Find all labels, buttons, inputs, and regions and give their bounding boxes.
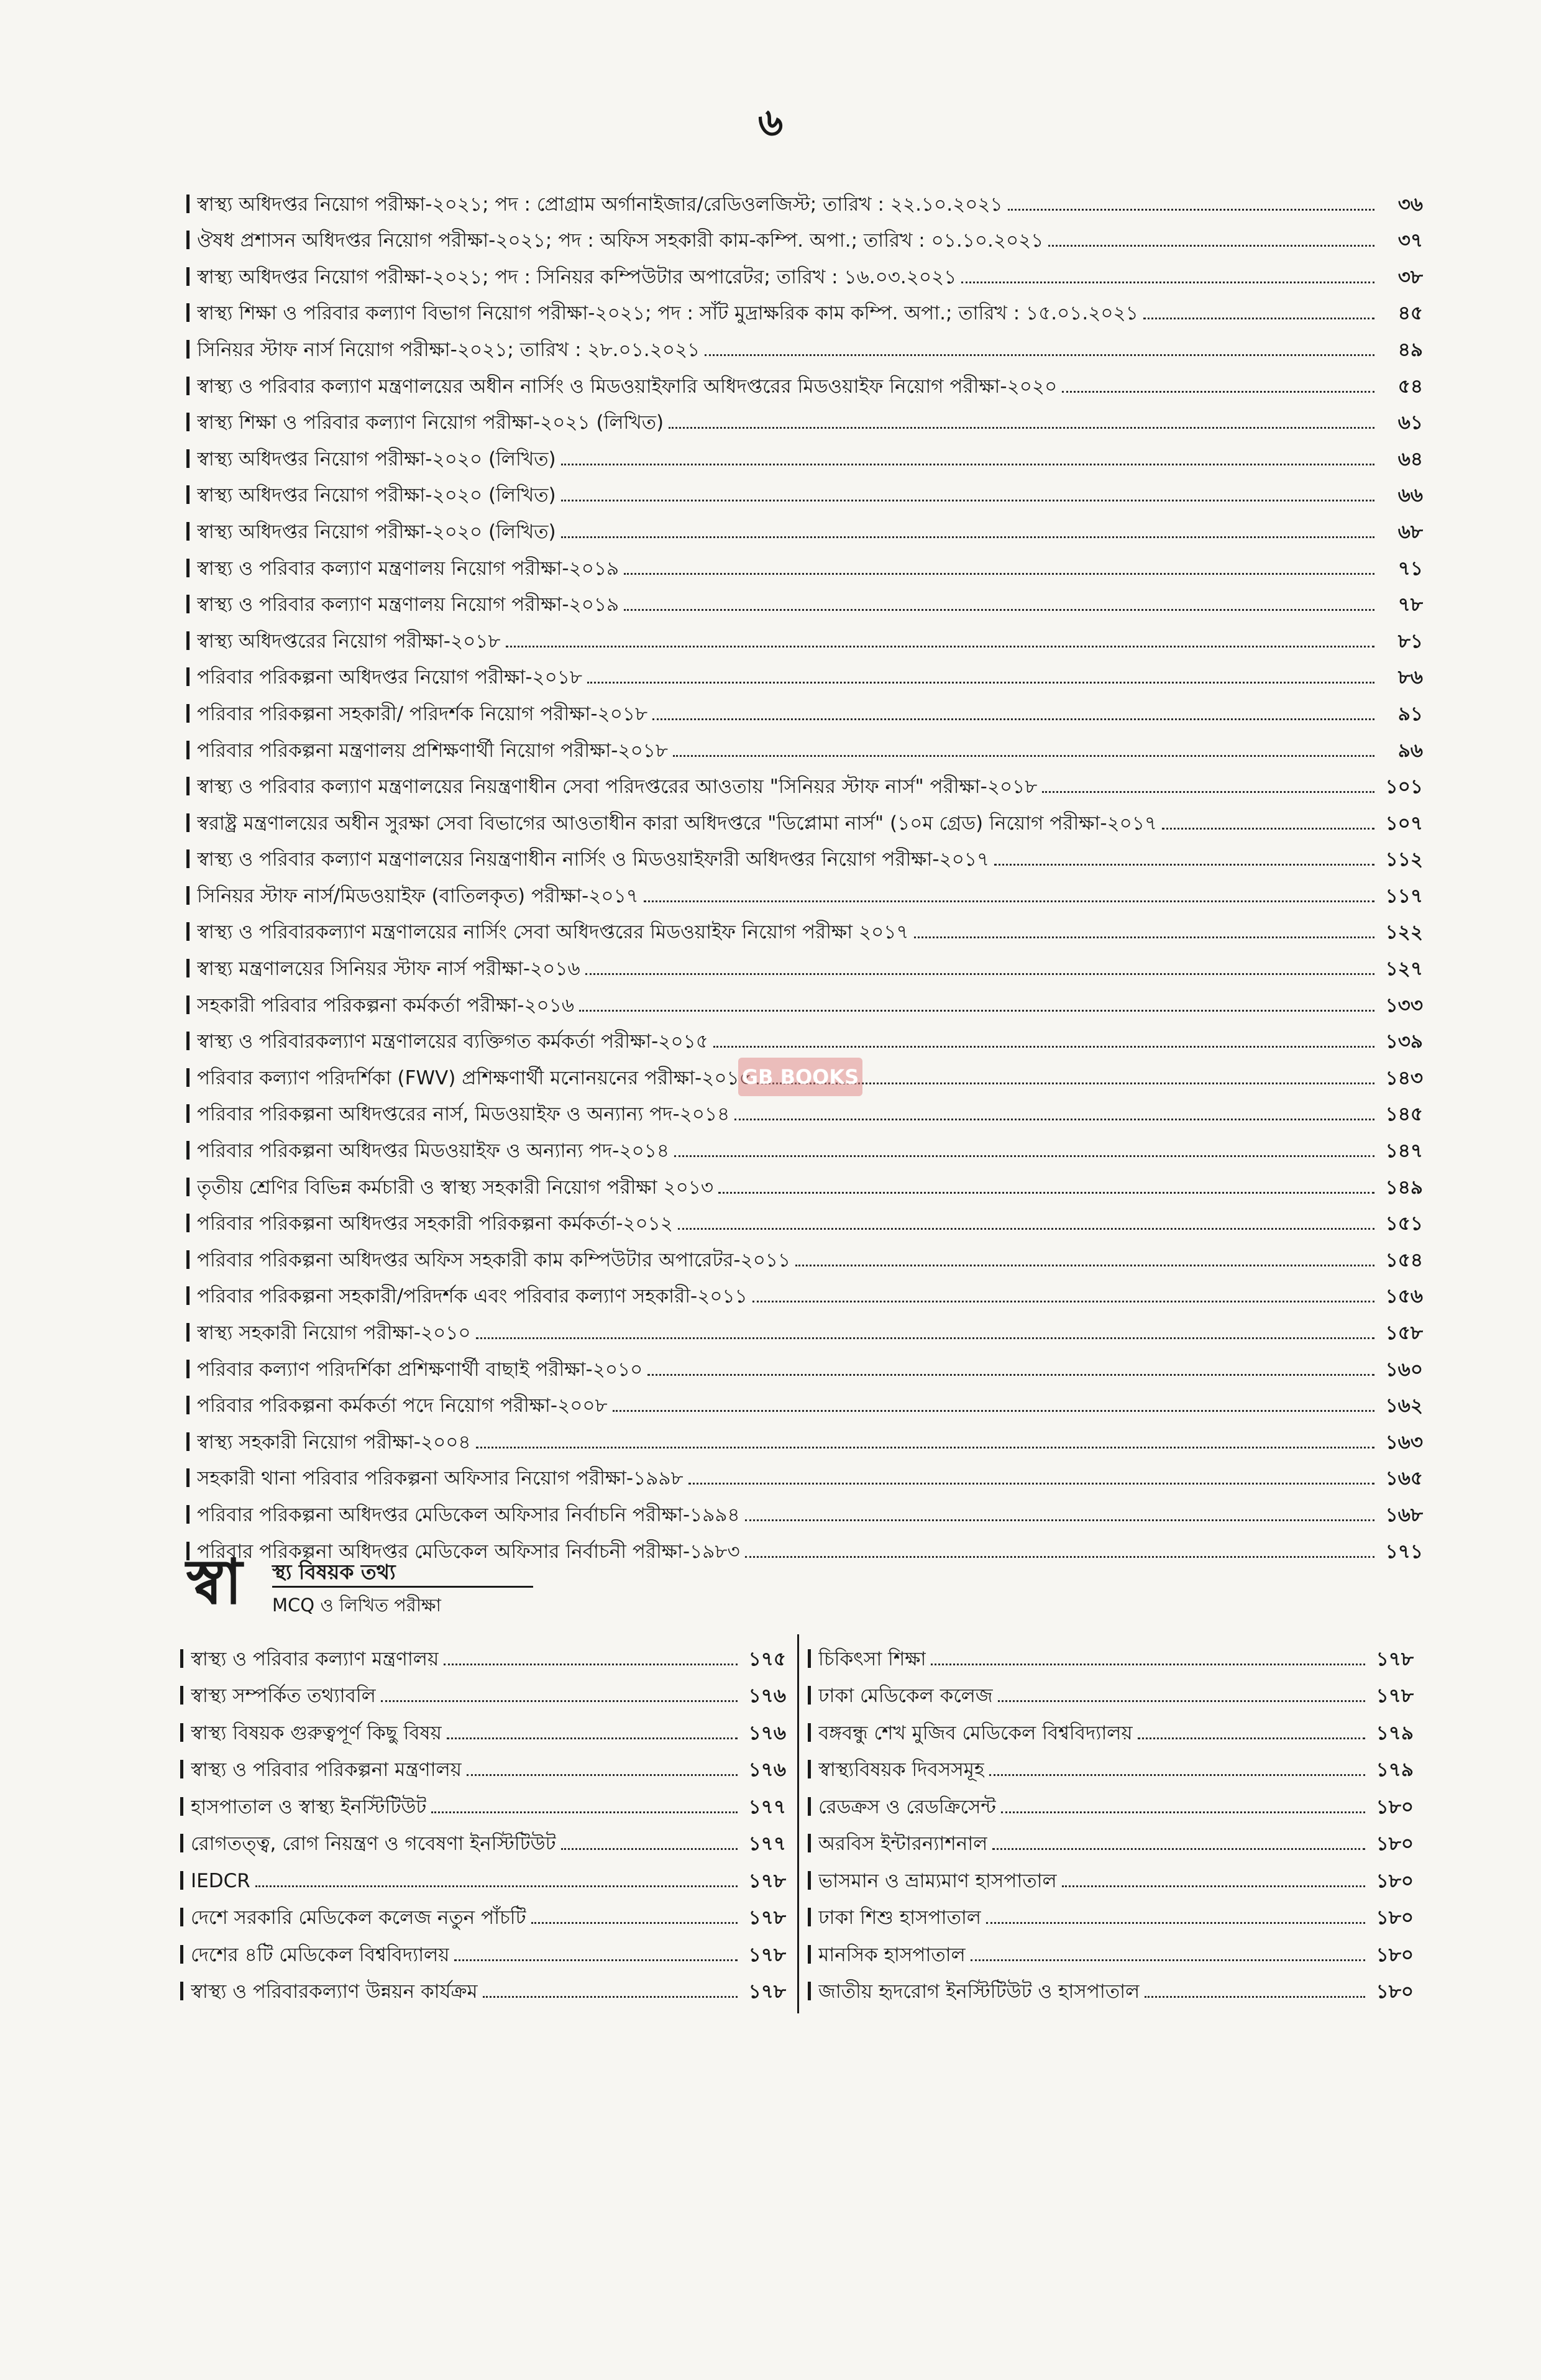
entry-title: স্বাস্থ্য ও পরিবার কল্যাণ মন্ত্রণালয় নিয়োগ পরীক্ষা-২০১৯ <box>197 557 620 580</box>
bullet-bar-icon <box>186 1178 190 1196</box>
column-divider <box>797 1634 799 2013</box>
bullet-bar-icon <box>180 1649 183 1668</box>
dot-leader <box>971 1959 1365 1961</box>
entry-page-number: ১৭৭ <box>748 1795 786 1818</box>
bullet-bar-icon <box>186 777 190 795</box>
entry-page-number: ১৪৩ <box>1385 1066 1423 1089</box>
bullet-bar-icon <box>180 1797 183 1816</box>
toc-entry[interactable] <box>186 1418 1423 1455</box>
entry-page-number: ১৭৮ <box>1376 1685 1414 1707</box>
entry-title: পরিবার পরিকল্পনা অধিদপ্তর সহকারী পরিকল্পনা কর্মকর্তা-২০১২ <box>197 1212 673 1235</box>
toc-entry[interactable] <box>186 1491 1423 1527</box>
dot-leader <box>561 536 1374 538</box>
entry-title: পরিবার পরিকল্পনা অধিদপ্তর মেডিকেল অফিসার নির্বাচনি পরীক্ষা-১৯৯৪ <box>197 1503 740 1526</box>
bullet-bar-icon <box>180 1834 183 1852</box>
topic-entry[interactable] <box>808 1672 1414 1709</box>
bullet-bar-icon <box>186 1505 190 1524</box>
topic-entry[interactable] <box>808 1967 1414 2005</box>
topic-entry[interactable] <box>808 1893 1414 1931</box>
entry-title: স্বাস্থ্য অধিদপ্তর নিয়োগ পরীক্ষা-২০২১; পদ : প্রোগ্রাম অর্গানাইজার/রেডিওলজিস্ট; তারিখ : ২২.১০.২০২১ <box>197 193 1003 216</box>
entry-title: স্বাস্থ্য মন্ত্রণালয়ের সিনিয়র স্টাফ নার্স পরীক্ষা-২০১৬ <box>197 958 580 981</box>
entry-page-number: ১৬০ <box>1385 1358 1423 1381</box>
dot-leader <box>1062 1885 1365 1887</box>
bullet-bar-icon <box>186 595 190 613</box>
entry-page-number: ৩৬ <box>1397 193 1423 216</box>
entry-page-number: ৪৯ <box>1397 338 1423 361</box>
dot-leader <box>483 1996 738 1998</box>
bullet-bar-icon <box>186 1286 190 1305</box>
entry-title: স্বাস্থ্য অধিদপ্তর নিয়োগ পরীক্ষা-২০২১; পদ : সিনিয়র কম্পিউটার অপারেটর; তারিখ : ১৬.০৩.২০২১ <box>197 265 957 288</box>
entry-title: সহকারী থানা পরিবার পরিকল্পনা অফিসার নিয়োগ পরীক্ষা-১৯৯৮ <box>197 1467 684 1490</box>
dot-leader <box>467 1774 738 1776</box>
bullet-bar-icon <box>186 377 190 395</box>
entry-page-number: ১৬৩ <box>1385 1430 1423 1453</box>
entry-page-number: ১৭৭ <box>748 1833 786 1855</box>
dot-leader <box>718 1192 1374 1194</box>
dot-leader <box>1042 791 1374 793</box>
dot-leader <box>989 1774 1365 1776</box>
dot-leader <box>476 1337 1374 1339</box>
entry-page-number: ৮৬ <box>1397 666 1423 689</box>
toc-entry[interactable] <box>186 872 1423 909</box>
dot-leader <box>986 1922 1365 1924</box>
dot-leader <box>255 1885 738 1887</box>
bullet-bar-icon <box>186 1068 190 1087</box>
toc-entry[interactable] <box>186 362 1423 399</box>
entry-title: স্বাস্থ্য সহকারী নিয়োগ পরীক্ষা-২০১০ <box>197 1322 471 1344</box>
table-of-contents <box>186 180 1423 1564</box>
dot-leader <box>745 1519 1374 1521</box>
topic-entry[interactable] <box>808 1708 1414 1746</box>
dot-leader <box>705 354 1374 356</box>
entry-page-number: ১০১ <box>1385 776 1423 799</box>
entry-title: স্বাস্থ্য অধিদপ্তর নিয়োগ পরীক্ষা-২০২০ (লিখিত) <box>197 447 556 470</box>
entry-page-number: ১৭৮ <box>748 1943 786 1966</box>
topic-entry[interactable] <box>808 1856 1414 1893</box>
toc-entry[interactable] <box>186 654 1423 690</box>
entry-page-number: ১৮০ <box>1376 1833 1414 1855</box>
entry-title: ঔষধ প্রশাসন অধিদপ্তর নিয়োগ পরীক্ষা-২০২১; পদ : অফিস সহকারী কাম-কম্পি. অপা.; তারিখ : ০১.১০.২০২১ <box>197 229 1044 252</box>
entry-page-number: ৬১ <box>1397 411 1423 434</box>
entry-page-number: ৯৬ <box>1397 739 1423 762</box>
bullet-bar-icon <box>186 1360 190 1378</box>
entry-page-number: ১৬৫ <box>1385 1467 1423 1490</box>
toc-entry[interactable] <box>186 253 1423 290</box>
entry-page-number: ১৮০ <box>1376 1980 1414 2003</box>
toc-entry[interactable] <box>186 981 1423 1018</box>
topic-entry[interactable] <box>180 1856 786 1893</box>
dot-leader <box>652 718 1374 720</box>
bullet-bar-icon <box>808 1760 811 1778</box>
entry-page-number: ৬৪ <box>1397 447 1423 470</box>
dot-leader <box>531 1922 738 1924</box>
entry-title: ঢাকা শিশু হাসপাতাল <box>818 1906 981 1929</box>
section-heading-subtitle: MCQ ও লিখিত পরীক্ষা <box>272 1586 533 1622</box>
entry-page-number: ১৭৮ <box>1376 1647 1414 1670</box>
dot-leader <box>624 573 1374 575</box>
toc-entry[interactable] <box>186 544 1423 581</box>
dot-leader <box>561 464 1374 465</box>
bullet-bar-icon <box>186 849 190 868</box>
dot-leader <box>585 973 1374 975</box>
dot-leader <box>713 1046 1374 1048</box>
entry-page-number: ১৭৬ <box>748 1759 786 1781</box>
bullet-bar-icon <box>808 1871 811 1890</box>
entry-page-number: ১৭১ <box>1385 1540 1423 1563</box>
entry-page-number: ১১৭ <box>1385 884 1423 907</box>
bullet-bar-icon <box>180 1908 183 1926</box>
bullet-bar-icon <box>808 1797 811 1816</box>
entry-title: স্বাস্থ্য অধিদপ্তর নিয়োগ পরীক্ষা-২০২০ (লিখিত) <box>197 484 556 507</box>
bullet-bar-icon <box>186 995 190 1014</box>
entry-title: পরিবার পরিকল্পনা সহকারী/ পরিদর্শক নিয়োগ পরীক্ষা-২০১৮ <box>197 702 648 725</box>
entry-page-number: ৩৮ <box>1397 265 1423 288</box>
entry-page-number: ১৬৮ <box>1385 1503 1423 1526</box>
bullet-bar-icon <box>186 922 190 941</box>
bullet-bar-icon <box>186 959 190 977</box>
bullet-bar-icon <box>186 667 190 686</box>
bullet-bar-icon <box>186 413 190 431</box>
entry-title: স্বাস্থ্যবিষয়ক দিবসসমূহ <box>818 1759 985 1781</box>
dot-leader <box>454 1959 738 1961</box>
toc-entry[interactable] <box>186 1200 1423 1237</box>
bullet-bar-icon <box>186 631 190 650</box>
entry-page-number: ১৮০ <box>1376 1869 1414 1892</box>
entry-page-number: ১২২ <box>1385 921 1423 944</box>
dot-leader <box>624 609 1374 611</box>
bullet-bar-icon <box>186 813 190 832</box>
bullet-bar-icon <box>180 1760 183 1778</box>
dot-leader <box>931 1664 1365 1665</box>
dot-leader <box>992 1848 1365 1850</box>
topic-entry[interactable] <box>808 1819 1414 1857</box>
entry-title: পরিবার পরিকল্পনা অধিদপ্তরের নার্স, মিডওয়াইফ ও অন্যান্য পদ-২০১৪ <box>197 1103 730 1126</box>
entry-title: স্বাস্থ্য শিক্ষা ও পরিবার কল্যাণ নিয়োগ পরীক্ষা-২০২১ (লিখিত) <box>197 411 664 434</box>
entry-title: স্বাস্থ্য ও পরিবার কল্যাণ মন্ত্রণালয়ের অধীন নার্সিং ও মিডওয়াইফারি অধিদপ্তরের মিডওয়াইফ নিয়োগ পরীক্ষা-২০২০ <box>197 375 1058 398</box>
entry-title: সিনিয়র স্টাফ নার্স/মিডওয়াইফ (বাতিলকৃত) পরীক্ষা-২০১৭ <box>197 884 639 907</box>
bullet-bar-icon <box>180 1871 183 1890</box>
entry-title: সহকারী পরিবার পরিকল্পনা কর্মকর্তা পরীক্ষা-২০১৬ <box>197 994 574 1017</box>
entry-title: পরিবার পরিকল্পনা মন্ত্রণালয় প্রশিক্ষণার্থী নিয়োগ পরীক্ষা-২০১৮ <box>197 739 668 762</box>
entry-page-number: ১৩৩ <box>1385 994 1423 1017</box>
entry-title: স্বাস্থ্য অধিদপ্তরের নিয়োগ পরীক্ষা-২০১৮ <box>197 629 501 652</box>
bullet-bar-icon <box>186 1214 190 1232</box>
bullet-bar-icon <box>186 267 190 286</box>
dot-leader <box>998 1700 1365 1702</box>
topic-column-right <box>808 1634 1414 2004</box>
entry-title: দেশের ৪টি মেডিকেল বিশ্ববিদ্যালয় <box>191 1943 450 1966</box>
toc-entry[interactable] <box>186 435 1423 472</box>
bullet-bar-icon <box>808 1686 811 1705</box>
entry-page-number: ১২৭ <box>1385 958 1423 981</box>
dot-leader <box>745 1556 1374 1558</box>
bullet-bar-icon <box>186 195 190 213</box>
toc-entry[interactable] <box>186 1127 1423 1163</box>
entry-page-number: ১৮০ <box>1376 1795 1414 1818</box>
dot-leader <box>674 1155 1374 1157</box>
topic-entry[interactable] <box>180 1930 786 1967</box>
bullet-bar-icon <box>186 704 190 723</box>
entry-title: পরিবার পরিকল্পনা অধিদপ্তর নিয়োগ পরীক্ষা-২০১৮ <box>197 666 583 689</box>
dot-leader <box>644 900 1374 902</box>
toc-entry[interactable] <box>186 217 1423 254</box>
toc-entry[interactable] <box>186 399 1423 436</box>
dot-leader <box>752 1301 1374 1302</box>
dot-leader <box>1138 1737 1365 1739</box>
entry-title: স্বাস্থ্য বিষয়ক গুরুত্বপূর্ণ কিছু বিষয় <box>191 1721 442 1744</box>
entry-page-number: ১১২ <box>1385 848 1423 871</box>
entry-page-number: ১৫১ <box>1385 1212 1423 1235</box>
toc-entry[interactable] <box>186 1455 1423 1491</box>
entry-title: স্বরাষ্ট্র মন্ত্রণালয়ের অধীন সুরক্ষা সেবা বিভাগের আওতাধীন কারা অধিদপ্তরে "ডিপ্লোমা নার্স" (১০ম গ্রেড) নিয়োগ পরীক্ষা-২০১৭ <box>197 812 1158 835</box>
watermark-badge: GB BOOKS <box>738 1058 862 1096</box>
dot-leader <box>613 1410 1374 1412</box>
topic-entry[interactable] <box>808 1634 1414 1672</box>
entry-page-number: ১৬২ <box>1385 1394 1423 1417</box>
entry-page-number: ১৮০ <box>1376 1906 1414 1929</box>
entry-page-number: ১০৭ <box>1385 812 1423 835</box>
entry-title: পরিবার কল্যাণ পরিদর্শিকা প্রশিক্ষণার্থী বাছাই পরীক্ষা-২০১০ <box>197 1358 643 1381</box>
bullet-bar-icon <box>180 1686 183 1705</box>
entry-title: সিনিয়র স্টাফ নার্স নিয়োগ পরীক্ষা-২০২১; তারিখ : ২৮.০১.২০২১ <box>197 338 700 361</box>
bullet-bar-icon <box>808 1723 811 1742</box>
toc-entry[interactable] <box>186 763 1423 800</box>
dot-leader <box>914 936 1374 938</box>
bullet-bar-icon <box>808 1945 811 1964</box>
dot-leader <box>994 864 1374 866</box>
entry-page-number: ৭১ <box>1397 557 1423 580</box>
topic-entry[interactable] <box>180 1967 786 2005</box>
entry-page-number: ১৩৯ <box>1385 1030 1423 1053</box>
entry-page-number: ১৪৭ <box>1385 1140 1423 1163</box>
entry-page-number: ১৭৮ <box>748 1869 786 1892</box>
dot-leader <box>579 1010 1374 1012</box>
dot-leader <box>669 427 1374 429</box>
dot-leader <box>647 1374 1374 1376</box>
topic-entry[interactable] <box>808 1930 1414 1967</box>
dot-leader <box>1145 1996 1365 1998</box>
topic-entry[interactable] <box>180 1634 786 1672</box>
toc-entry[interactable] <box>186 290 1423 326</box>
bullet-bar-icon <box>180 1723 183 1742</box>
entry-title: স্বাস্থ্য ও পরিবার পরিকল্পনা মন্ত্রণালয় <box>191 1759 462 1781</box>
entry-page-number: ১৭৮ <box>748 1906 786 1929</box>
bullet-bar-icon <box>180 1945 183 1964</box>
bullet-bar-icon <box>186 559 190 577</box>
toc-entry[interactable] <box>186 1382 1423 1419</box>
entry-title: পরিবার পরিকল্পনা অধিদপ্তর মেডিকেল অফিসার নির্বাচনী পরীক্ষা-১৯৮৩ <box>197 1540 740 1563</box>
entry-title: স্বাস্থ্য ও পরিবারকল্যাণ মন্ত্রণালয়ের নার্সিং সেবা অধিদপ্তরের মিডওয়াইফ নিয়োগ পরীক্ষা ২০১৭ <box>197 921 909 944</box>
bullet-bar-icon <box>186 303 190 322</box>
entry-title: পরিবার পরিকল্পনা সহকারী/পরিদর্শক এবং পরিবার কল্যাণ সহকারী-২০১১ <box>197 1285 748 1308</box>
dot-leader <box>447 1737 738 1739</box>
entry-title: বঙ্গবন্ধু শেখ মুজিব মেডিকেল বিশ্ববিদ্যালয় <box>818 1721 1133 1744</box>
toc-entry[interactable] <box>186 726 1423 763</box>
entry-title: স্বাস্থ্য ও পরিবার কল্যাণ মন্ত্রণালয়ের নিয়ন্ত্রণাধীন সেবা পরিদপ্তরের আওতায় "সিনিয়র স্টাফ নার্স" পরীক্ষা-২০১৮ <box>197 776 1038 799</box>
entry-page-number: ৩৭ <box>1397 229 1423 252</box>
dot-leader <box>961 281 1374 283</box>
entry-title: হাসপাতাল ও স্বাস্থ্য ইনস্টিটিউট <box>191 1795 427 1818</box>
dot-leader <box>444 1664 738 1665</box>
dot-leader <box>561 1848 738 1850</box>
entry-title: অরবিস ইন্টারন্যাশনাল <box>818 1833 988 1855</box>
section-heading-title: স্থ্য বিষয়ক তথ্য <box>272 1560 396 1584</box>
entry-title: ঢাকা মেডিকেল কলেজ <box>818 1685 993 1707</box>
toc-entry[interactable] <box>186 690 1423 726</box>
dot-leader <box>1001 1811 1365 1813</box>
entry-page-number: ১৭৫ <box>748 1647 786 1670</box>
dot-leader <box>431 1811 738 1813</box>
entry-title: স্বাস্থ্য সহকারী নিয়োগ পরীক্ষা-২০০৪ <box>197 1430 471 1453</box>
bullet-bar-icon <box>186 886 190 905</box>
toc-entry[interactable] <box>186 617 1423 654</box>
bullet-bar-icon <box>186 1104 190 1123</box>
toc-entry[interactable] <box>186 1345 1423 1382</box>
bullet-bar-icon <box>186 1250 190 1269</box>
toc-entry[interactable] <box>186 799 1423 836</box>
entry-page-number: ১৭৯ <box>1376 1759 1414 1781</box>
topic-entry[interactable] <box>180 1672 786 1709</box>
toc-entry[interactable] <box>186 1309 1423 1345</box>
topic-entry[interactable] <box>180 1708 786 1746</box>
entry-title: তৃতীয় শ্রেণির বিভিন্ন কর্মচারী ও স্বাস্থ্য সহকারী নিয়োগ পরীক্ষা ২০১৩ <box>197 1176 714 1199</box>
dot-leader <box>1162 828 1374 830</box>
entry-page-number: ৬৮ <box>1397 520 1423 543</box>
entry-title: পরিবার পরিকল্পনা অধিদপ্তর অফিস সহকারী কাম কম্পিউটার অপারেটর-২০১১ <box>197 1248 791 1271</box>
entry-page-number: ৪৫ <box>1397 302 1423 325</box>
topic-entry[interactable] <box>808 1782 1414 1819</box>
entry-title: পরিবার কল্যাণ পরিদর্শিকা (FWV) প্রশিক্ষণার্থী মনোনয়নের পরীক্ষা-২০১৫ <box>197 1066 752 1089</box>
bullet-bar-icon <box>186 522 190 541</box>
dot-leader <box>734 1119 1374 1120</box>
entry-title: ভাসমান ও ভ্রাম্যমাণ হাসপাতাল <box>818 1869 1057 1892</box>
dot-leader <box>1143 318 1374 319</box>
bullet-bar-icon <box>186 1468 190 1487</box>
bullet-bar-icon <box>186 1141 190 1160</box>
toc-entry[interactable] <box>186 472 1423 508</box>
toc-entry[interactable] <box>186 1273 1423 1309</box>
bullet-bar-icon <box>808 1908 811 1926</box>
topic-entry[interactable] <box>808 1746 1414 1783</box>
dot-leader <box>587 682 1374 684</box>
toc-entry[interactable] <box>186 508 1423 544</box>
dot-leader <box>1048 245 1374 247</box>
entry-title: IEDCR <box>191 1869 250 1892</box>
entry-title: স্বাস্থ্য অধিদপ্তর নিয়োগ পরীক্ষা-২০২০ (লিখিত) <box>197 520 556 543</box>
entry-title: পরিবার পরিকল্পনা অধিদপ্তর মিডওয়াইফ ও অন্যান্য পদ-২০১৪ <box>197 1140 670 1163</box>
entry-page-number: ১৫৬ <box>1385 1285 1423 1308</box>
bullet-bar-icon <box>808 1649 811 1668</box>
dot-leader <box>506 646 1374 648</box>
entry-page-number: ১৫৮ <box>1385 1322 1423 1344</box>
entry-title: রেডক্রস ও রেডক্রিসেন্ট <box>818 1795 996 1818</box>
entry-page-number: ৫৪ <box>1397 375 1423 398</box>
bullet-bar-icon <box>186 1396 190 1414</box>
bullet-bar-icon <box>186 449 190 468</box>
bullet-bar-icon <box>186 1432 190 1451</box>
entry-page-number: ১৪৯ <box>1385 1176 1423 1199</box>
dot-leader <box>476 1447 1374 1449</box>
dot-leader <box>673 755 1374 757</box>
entry-page-number: ১৫৪ <box>1385 1248 1423 1271</box>
toc-entry[interactable] <box>186 836 1423 872</box>
entry-title: রোগতত্ত্ব, রোগ নিয়ন্ত্রণ ও গবেষণা ইনস্টিটিউট <box>191 1833 556 1855</box>
entry-page-number: ১৭৬ <box>748 1721 786 1744</box>
toc-entry[interactable] <box>186 945 1423 981</box>
entry-title: স্বাস্থ্য ও পরিবারকল্যাণ মন্ত্রণালয়ের ব্যক্তিগত কর্মকর্তা পরীক্ষা-২০১৫ <box>197 1030 708 1053</box>
topic-entry[interactable] <box>180 1746 786 1783</box>
toc-entry[interactable] <box>186 909 1423 945</box>
entry-page-number: ১৭৯ <box>1376 1721 1414 1744</box>
entry-page-number: ৯১ <box>1397 702 1423 725</box>
entry-title: জাতীয় হৃদরোগ ইনস্টিটিউট ও হাসপাতাল <box>818 1980 1140 2003</box>
entry-title: মানসিক হাসপাতাল <box>818 1943 966 1966</box>
entry-title: দেশে সরকারি মেডিকেল কলেজ নতুন পাঁচটি <box>191 1906 526 1929</box>
dot-leader <box>1062 391 1374 393</box>
entry-title: স্বাস্থ্য ও পরিবার কল্যাণ মন্ত্রণালয় <box>191 1647 439 1670</box>
toc-entry[interactable] <box>186 581 1423 618</box>
entry-title: স্বাস্থ্য শিক্ষা ও পরিবার কল্যাণ বিভাগ নিয়োগ পরীক্ষা-২০২১; পদ : সাঁট মুদ্রাক্ষরিক কাম কম্পি. অপা.; তারিখ : ১৫.০১.২০২১ <box>197 302 1138 325</box>
bullet-bar-icon <box>186 1032 190 1050</box>
bullet-bar-icon <box>186 1323 190 1342</box>
toc-entry[interactable] <box>186 326 1423 362</box>
entry-title: চিকিৎসা শিক্ষা <box>818 1647 926 1670</box>
bullet-bar-icon <box>186 231 190 249</box>
entry-title: স্বাস্থ্য ও পরিবারকল্যাণ উন্নয়ন কার্যক্রম <box>191 1980 478 2003</box>
topic-list <box>180 1634 1423 2380</box>
page-number: ৬ <box>757 99 784 145</box>
dot-leader <box>381 1700 738 1702</box>
toc-entry[interactable] <box>186 1018 1423 1055</box>
bullet-bar-icon <box>808 1834 811 1852</box>
dot-leader <box>795 1265 1374 1266</box>
entry-page-number: ১৮০ <box>1376 1943 1414 1966</box>
dot-leader <box>678 1228 1374 1230</box>
entry-title: স্বাস্থ্য ও পরিবার কল্যাণ মন্ত্রণালয়ের নিয়ন্ত্রণাধীন নার্সিং ও মিডওয়াইফারী অধিদপ্তর নিয়োগ পরীক্ষা-২০১৭ <box>197 848 990 871</box>
topic-column-left <box>180 1634 786 2004</box>
topic-entry[interactable] <box>180 1819 786 1857</box>
entry-page-number: ১৭৬ <box>748 1685 786 1707</box>
entry-page-number: ৮১ <box>1397 629 1423 652</box>
topic-entry[interactable] <box>180 1893 786 1931</box>
section-heading <box>186 1547 621 1628</box>
bullet-bar-icon <box>186 485 190 504</box>
dot-leader <box>688 1483 1374 1485</box>
bullet-bar-icon <box>808 1982 811 2000</box>
entry-title: স্বাস্থ্য সম্পর্কিত তথ্যাবলি <box>191 1685 376 1707</box>
entry-page-number: ৬৬ <box>1397 484 1423 507</box>
bullet-bar-icon <box>186 340 190 359</box>
toc-entry[interactable] <box>186 180 1423 217</box>
topic-entry[interactable] <box>180 1782 786 1819</box>
entry-page-number: ১৭৮ <box>748 1980 786 2003</box>
toc-entry[interactable] <box>186 1236 1423 1273</box>
bullet-bar-icon <box>186 741 190 759</box>
dot-leader <box>1008 209 1374 211</box>
bullet-bar-icon <box>180 1982 183 2000</box>
entry-title: স্বাস্থ্য ও পরিবার কল্যাণ মন্ত্রণালয় নিয়োগ পরীক্ষা-২০১৯ <box>197 593 620 616</box>
section-heading-initial: স্বা <box>186 1545 242 1618</box>
entry-title: পরিবার পরিকল্পনা কর্মকর্তা পদে নিয়োগ পরীক্ষা-২০০৮ <box>197 1394 608 1417</box>
entry-page-number: ১৪৫ <box>1385 1103 1423 1126</box>
toc-entry[interactable] <box>186 1163 1423 1200</box>
entry-page-number: ৭৮ <box>1397 593 1423 616</box>
dot-leader <box>561 500 1374 501</box>
